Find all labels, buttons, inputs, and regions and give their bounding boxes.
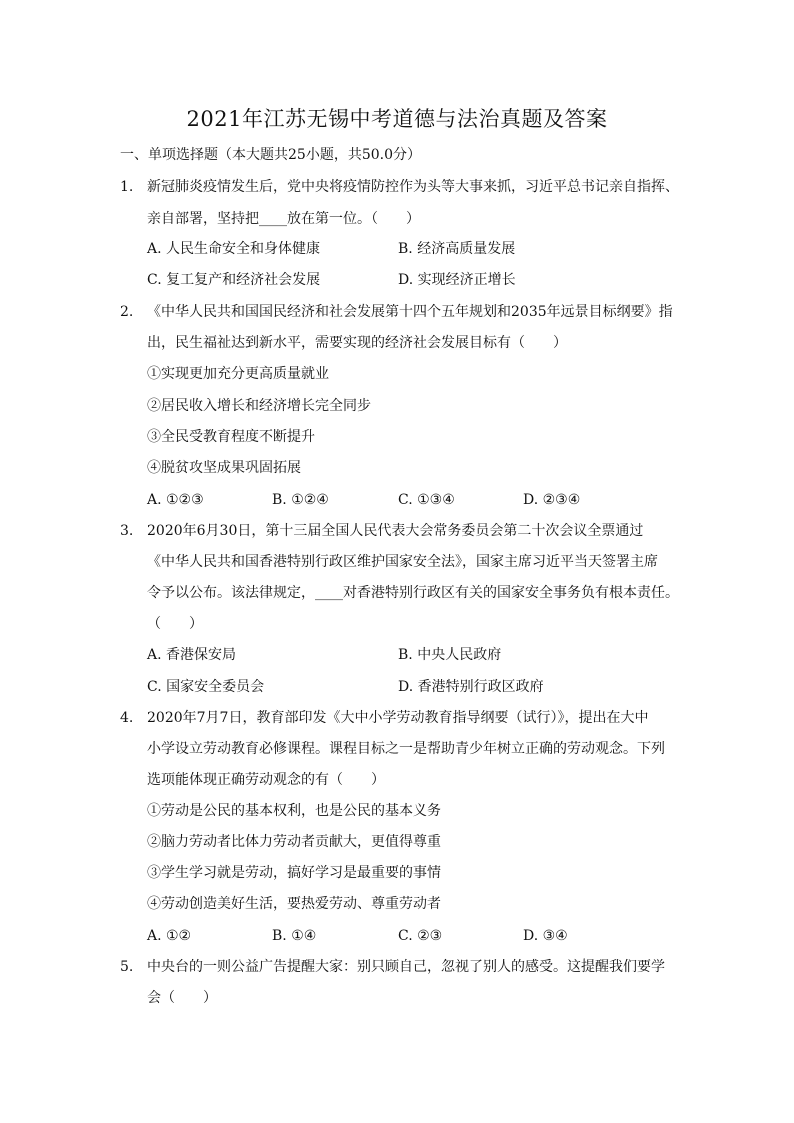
- question-text-line: 出，民生福祉达到新水平，需要实现的经济社会发展目标有（ ）: [147, 335, 567, 351]
- statement-2: ②脑力劳动者比体力劳动者贡献大，更值得尊重: [147, 834, 441, 850]
- option-d: D. ②③④: [523, 492, 581, 508]
- question-text-line: 令予以公布。该法律规定，____对香港特别行政区有关的国家安全事务负有根本责任。: [147, 585, 679, 601]
- question-text-line: 亲自部署，坚持把____放在第一位。（ ）: [147, 211, 420, 227]
- option-b: B. ①②④: [272, 492, 329, 508]
- question-number: 5.: [120, 959, 134, 975]
- option-d: D. 实现经济正增长: [398, 272, 516, 288]
- statement-3: ③全民受教育程度不断提升: [147, 429, 315, 445]
- question-text-line: 新冠肺炎疫情发生后，党中央将疫情防控作为头等大事来抓，习近平总书记亲自指挥、: [147, 179, 679, 195]
- question-number: 4.: [120, 710, 134, 726]
- page-title: 2021年江苏无锡中考道德与法治真题及答案: [186, 107, 608, 131]
- option-b: B. ①④: [272, 928, 317, 944]
- question-text-line: （ ）: [147, 616, 203, 632]
- statement-4: ④脱贫攻坚成果巩固拓展: [147, 460, 301, 476]
- statement-4: ④劳动创造美好生活，要热爱劳动、尊重劳动者: [147, 896, 441, 912]
- question-text-line: 中央台的一则公益广告提醒大家：别只顾自己，忽视了别人的感受。这提醒我们要学: [147, 959, 665, 975]
- question-number: 2.: [120, 304, 134, 320]
- question-text-line: 2020年6月30日，第十三届全国人民代表大会常务委员会第二十次会议全票通过: [147, 523, 644, 539]
- statement-1: ①实现更加充分更高质量就业: [147, 366, 329, 382]
- option-b: B. 经济高质量发展: [398, 241, 516, 257]
- option-b: B. 中央人民政府: [398, 647, 502, 663]
- question-text-line: 会（ ）: [147, 990, 217, 1006]
- question-text-line: 2020年7月7日，教育部印发《大中小学劳动教育指导纲要（试行）》，提出在大中: [147, 710, 649, 726]
- option-c: C. 国家安全委员会: [147, 679, 265, 695]
- option-d: D. 香港特别行政区政府: [398, 679, 544, 695]
- section-heading: 一、单项选择题（本大题共25小题，共50.0分）: [120, 147, 421, 163]
- option-a: A. ①②: [147, 928, 192, 944]
- option-a: A. 人民生命安全和身体健康: [147, 241, 321, 257]
- question-text-line: 《中华人民共和国香港特别行政区维护国家安全法》，国家主席习近平当天签署主席: [147, 554, 658, 570]
- option-c: C. ①③④: [398, 492, 455, 508]
- statement-1: ①劳动是公民的基本权利，也是公民的基本义务: [147, 803, 441, 819]
- option-c: C. ②③: [398, 928, 443, 944]
- option-a: A. ①②③: [147, 492, 204, 508]
- question-text-line: 小学设立劳动教育必修课程。课程目标之一是帮助青少年树立正确的劳动观念。下列: [147, 741, 665, 757]
- question-text-line: 选项能体现正确劳动观念的有（ ）: [147, 772, 385, 788]
- question-text-line: 《中华人民共和国国民经济和社会发展第十四个五年规划和2035年远景目标纲要》指: [147, 304, 673, 320]
- option-d: D. ③④: [523, 928, 568, 944]
- statement-2: ②居民收入增长和经济增长完全同步: [147, 398, 371, 414]
- option-c: C. 复工复产和经济社会发展: [147, 272, 321, 288]
- question-number: 3.: [120, 523, 134, 539]
- option-a: A. 香港保安局: [147, 647, 237, 663]
- statement-3: ③学生学习就是劳动，搞好学习是最重要的事情: [147, 865, 441, 881]
- question-number: 1.: [120, 179, 134, 195]
